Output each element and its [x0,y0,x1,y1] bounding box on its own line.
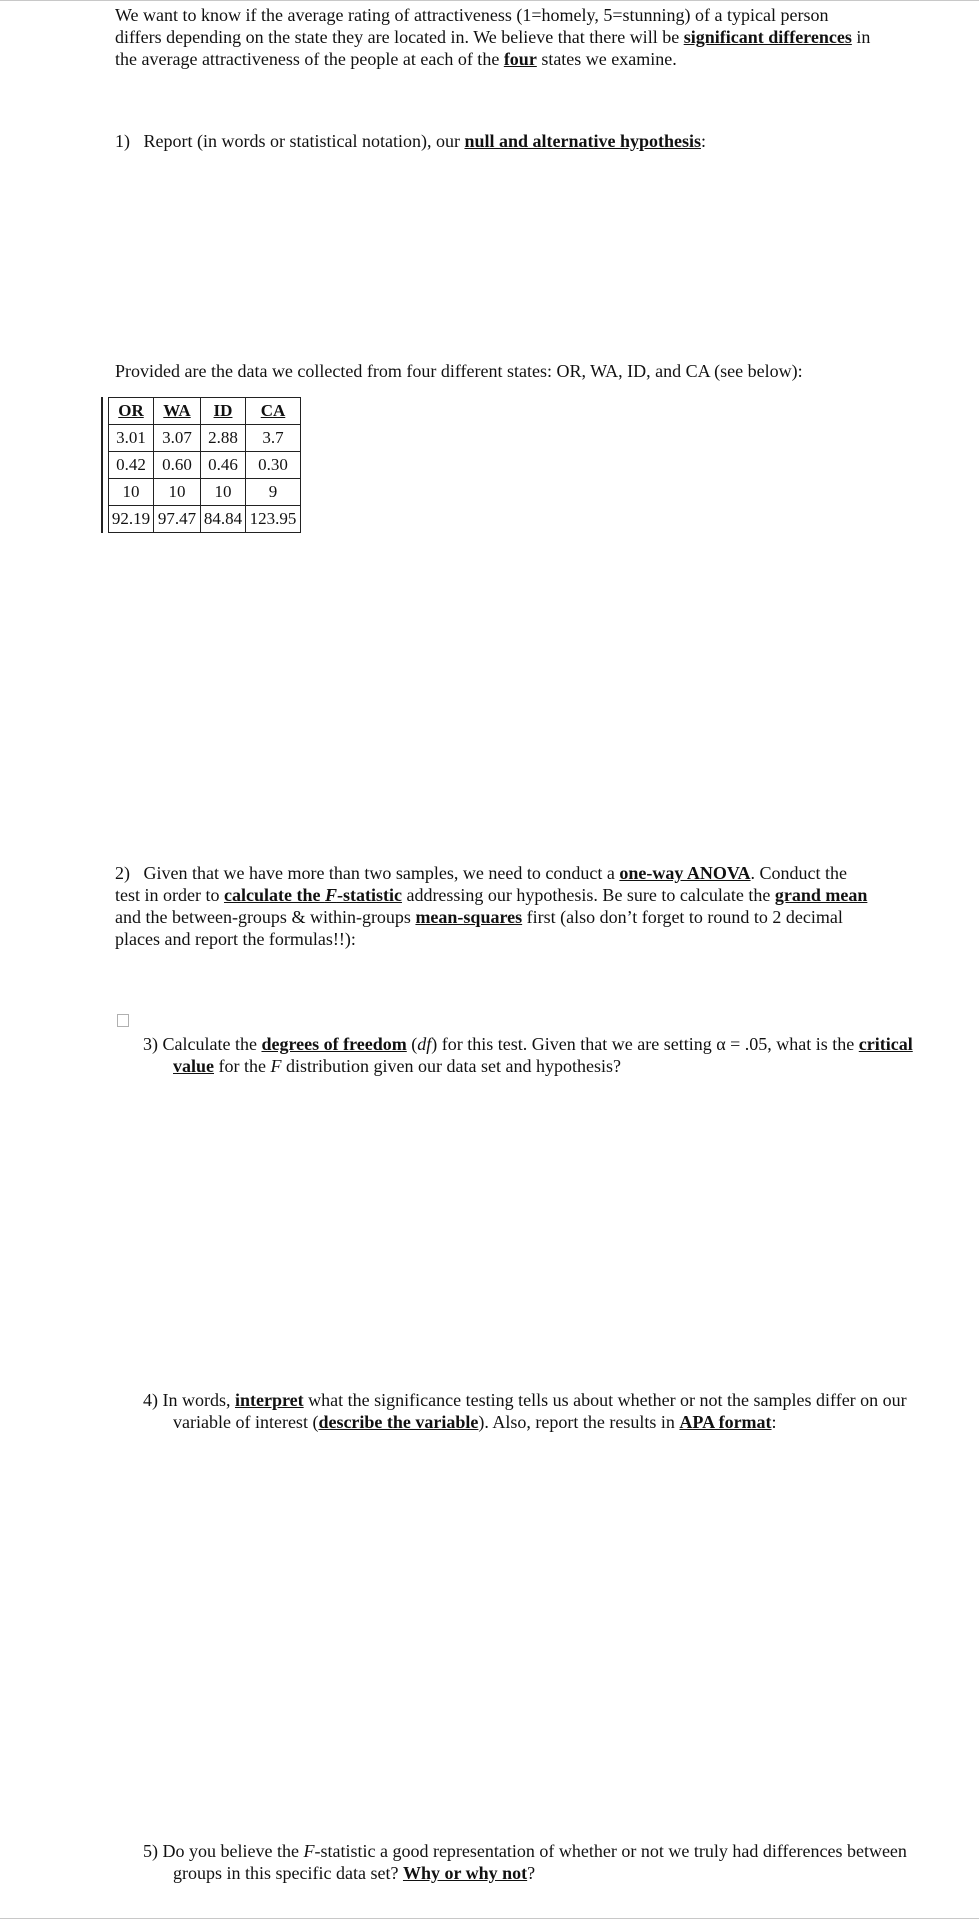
table-cell: 0.30 [246,452,301,479]
bottom-border [0,1918,979,1919]
question-2 [115,862,875,950]
question-3-text-3: ) for this test. Given that we are setting α = .05, what is the [431,1034,859,1054]
question-3 [143,1033,913,1077]
question-5-number: 5) [143,1841,158,1861]
table-header-cell: OR [109,398,154,425]
table-row [109,452,301,479]
table-cell: 0.46 [201,452,246,479]
question-2-emphasis-fstat [224,885,402,905]
question-5-text-3: ? [527,1863,536,1883]
question-5-text-1: Do you believe the [162,1841,304,1861]
intro-text-1: We want to know if the average rating of attractiveness (1=homely, 5=stunning) of a typical person differs depending on the state they are located in. We believe that there will be [115,5,829,47]
question-2-emphasis-mean-squares: mean-squares [415,907,523,927]
table-cell: 97.47 [154,506,201,533]
data-intro: Provided are the data we collected from four different states: OR, WA, ID, and CA (see below): [115,361,803,381]
question-3-text-4: for the [214,1056,271,1076]
question-2-text-4: and the between-groups & within-groups [115,907,416,927]
data-table-container [101,397,301,533]
question-2-number: 2) [115,863,130,883]
question-1-text: Report (in words or statistical notation), our [143,131,465,151]
question-4-text-1: In words, [162,1390,235,1410]
question-4 [143,1389,913,1433]
data-table [108,397,301,533]
question-4-text-3: ). Also, report the results in [478,1412,680,1432]
intro-paragraph [115,4,875,70]
question-2-emphasis-grand-mean: grand mean [774,885,868,905]
question-5-text-2: -statistic a good representation of whether or not we truly had differences between groups in this specific data set? [173,1841,907,1883]
table-row [109,425,301,452]
question-1-number: 1) [115,131,130,151]
question-2-text-1: Given that we have more than two samples, we need to conduct a [143,863,620,883]
question-5 [143,1840,913,1884]
table-header-cell: WA [154,398,201,425]
question-3-text-2: ( [406,1034,418,1054]
question-3-emphasis-df: degrees of freedom [261,1034,407,1054]
question-2-text-3: addressing our hypothesis. Be sure to calculate the [401,885,775,905]
checkbox-icon[interactable] [117,1014,129,1027]
question-3-italic-df: df [417,1034,432,1054]
table-cell: 0.42 [109,452,154,479]
question-2-text-2: . Conduct the test in order to [115,863,848,905]
table-cell: 3.01 [109,425,154,452]
table-header-row [109,398,301,425]
question-4-text-4: : [771,1412,777,1432]
question-3-number: 3) [143,1034,158,1054]
question-2-fstat-italic-f: F [324,885,337,905]
table-cell: 92.19 [109,506,154,533]
question-2-fstat-part-2: -statistic [336,885,402,905]
question-1-emphasis: null and alternative hypothesis [464,131,701,151]
table-row [109,479,301,506]
question-4-text-2: what the significance testing tells us about whether or not the samples differ on our variable of interest ( [173,1390,907,1432]
table-cell: 2.88 [201,425,246,452]
question-2-fstat-part-1: calculate the [223,885,325,905]
question-3-text-1: Calculate the [162,1034,262,1054]
question-4-emphasis-apa: APA format [679,1412,772,1432]
table-cell: 10 [201,479,246,506]
intro-text-2: in the average attractiveness of the people at each of the [115,27,871,69]
question-4-emphasis-variable: describe the variable [318,1412,479,1432]
table-cell: 84.84 [201,506,246,533]
table-cell: 10 [154,479,201,506]
top-border [0,0,979,1]
question-4-emphasis-interpret: interpret [235,1390,304,1410]
question-5-italic-f: F [303,1841,315,1861]
question-3-italic-f: F [270,1056,282,1076]
question-2-text-5: first (also don’t forget to round to 2 decimal places and report the formulas!!): [115,907,843,949]
intro-emphasis-significant: significant differences [683,27,852,47]
question-1-end: : [701,131,707,151]
table-header-cell: CA [246,398,301,425]
table-row [109,506,301,533]
table-cell: 3.7 [246,425,301,452]
question-3-emphasis-critical-value: critical value [173,1034,913,1076]
intro-text-3: states we examine. [536,49,677,69]
question-4-number: 4) [143,1390,158,1410]
question-5-emphasis-why: Why or why not [402,1863,528,1883]
table-cell: 0.60 [154,452,201,479]
table-cell: 123.95 [246,506,301,533]
table-cell: 3.07 [154,425,201,452]
question-3-text-5: distribution given our data set and hypothesis? [281,1056,621,1076]
question-1 [115,130,875,152]
question-2-emphasis-anova: one-way ANOVA [619,863,751,883]
intro-emphasis-four: four [503,49,537,69]
table-header-cell: ID [201,398,246,425]
table-cell: 10 [109,479,154,506]
table-cell: 9 [246,479,301,506]
